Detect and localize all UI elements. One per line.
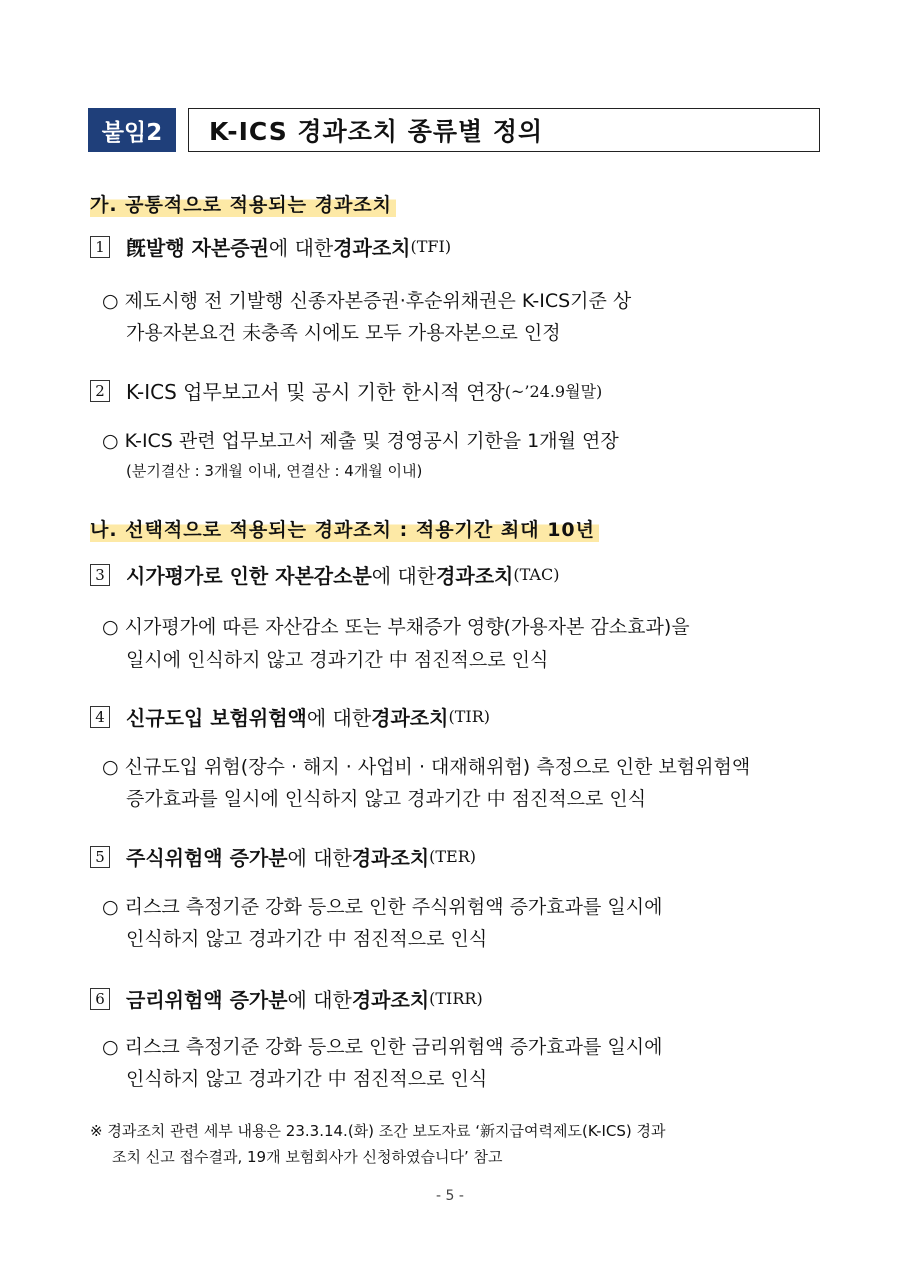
bullet-6-line-1: ○ 리스크 측정기준 강화 등으로 인한 금리위험액 증가효과를 일시에 <box>102 1036 663 1058</box>
section-b-heading: 나. 선택적으로 적용되는 경과조치 : 적용기간 최대 10년 <box>90 515 599 542</box>
attachment-label: 붙임2 <box>88 108 176 152</box>
item-number: 1 <box>90 236 110 258</box>
item-1 <box>90 232 451 261</box>
bullet-6-line-2: 인식하지 않고 경과기간 中 점진적으로 인식 <box>126 1068 488 1090</box>
bullet-2-line-1: ○ K-ICS 관련 업무보고서 제출 및 경영공시 기한을 1개월 연장 <box>102 430 619 452</box>
item-mid: 에 대한 <box>268 236 334 260</box>
item-code: (TFI) <box>410 237 452 256</box>
item-mid: 에 대한 <box>287 846 352 870</box>
item-3 <box>90 560 559 589</box>
footnote-line-2: 조치 신고 접수결과, 19개 보험회사가 신청하였습니다’ 참고 <box>112 1148 503 1166</box>
item-number: 3 <box>90 564 110 586</box>
bullet-1-line-1: ○ 제도시행 전 기발행 신종자본증권·후순위채권은 K-ICS기준 상 <box>102 290 632 312</box>
item-code: (TIRR) <box>429 989 483 1008</box>
bullet-3-line-1: ○ 시가평가에 따른 자산감소 또는 부채증가 영향(가용자본 감소효과)을 <box>102 616 690 638</box>
item-number: 5 <box>90 846 110 868</box>
item-4 <box>90 702 490 731</box>
page-number: - 5 - <box>436 1188 464 1204</box>
item-bold2: 경과조치 <box>351 846 430 870</box>
item-bold2: 경과조치 <box>436 564 514 588</box>
bullet-2-line-2: (분기결산 : 3개월 이내, 연결산 : 4개월 이내) <box>126 462 423 480</box>
item-code: (~’24.9월말) <box>504 382 603 401</box>
item-bold: 旣발행 자본증권 <box>126 236 269 260</box>
footnote-line-1: ※ 경과조치 관련 세부 내용은 23.3.14.(화) 조간 보도자료 ‘新지급여력제도(K-ICS) 경과 <box>90 1122 666 1140</box>
section-a-heading: 가. 공통적으로 적용되는 경과조치 <box>90 190 396 217</box>
bullet-3-line-2: 일시에 인식하지 않고 경과기간 中 점진적으로 인식 <box>126 649 549 671</box>
item-bold: 주식위험액 증가분 <box>126 846 288 870</box>
bullet-5-line-1: ○ 리스크 측정기준 강화 등으로 인한 주식위험액 증가효과를 일시에 <box>102 896 663 918</box>
item-number: 2 <box>90 380 110 402</box>
item-code: (TIR) <box>448 707 490 726</box>
item-bold2: 경과조치 <box>351 988 430 1012</box>
bullet-5-line-2: 인식하지 않고 경과기간 中 점진적으로 인식 <box>126 928 488 950</box>
item-bold: 금리위험액 증가분 <box>126 988 288 1012</box>
item-bold: 신규도입 보험위험액 <box>126 706 307 730</box>
bullet-4-line-1: ○ 신규도입 위험(장수 · 해지 · 사업비 · 대재해위험) 측정으로 인한 보험위험액 <box>102 756 751 778</box>
document-title: K-ICS 경과조치 종류별 정의 <box>188 108 820 152</box>
item-bold: 시가평가로 인한 자본감소분 <box>126 564 372 588</box>
item-code: (TER) <box>429 847 477 866</box>
item-mid: 에 대한 <box>287 988 352 1012</box>
item-code: (TAC) <box>513 565 560 584</box>
document-header <box>88 108 820 152</box>
item-6 <box>90 984 483 1013</box>
bullet-4-line-2: 증가효과를 일시에 인식하지 않고 경과기간 中 점진적으로 인식 <box>126 788 647 810</box>
item-number: 6 <box>90 988 110 1010</box>
item-mid: 에 대한 <box>306 706 372 730</box>
item-2 <box>90 376 602 405</box>
item-mid: K-ICS 업무보고서 및 공시 기한 한시적 연장 <box>126 380 505 404</box>
item-mid: 에 대한 <box>371 564 437 588</box>
item-number: 4 <box>90 706 110 728</box>
item-bold2: 경과조치 <box>333 236 411 260</box>
item-bold2: 경과조치 <box>371 706 449 730</box>
item-5 <box>90 842 476 871</box>
bullet-1-line-2: 가용자본요건 未충족 시에도 모두 가용자본으로 인정 <box>126 322 561 344</box>
